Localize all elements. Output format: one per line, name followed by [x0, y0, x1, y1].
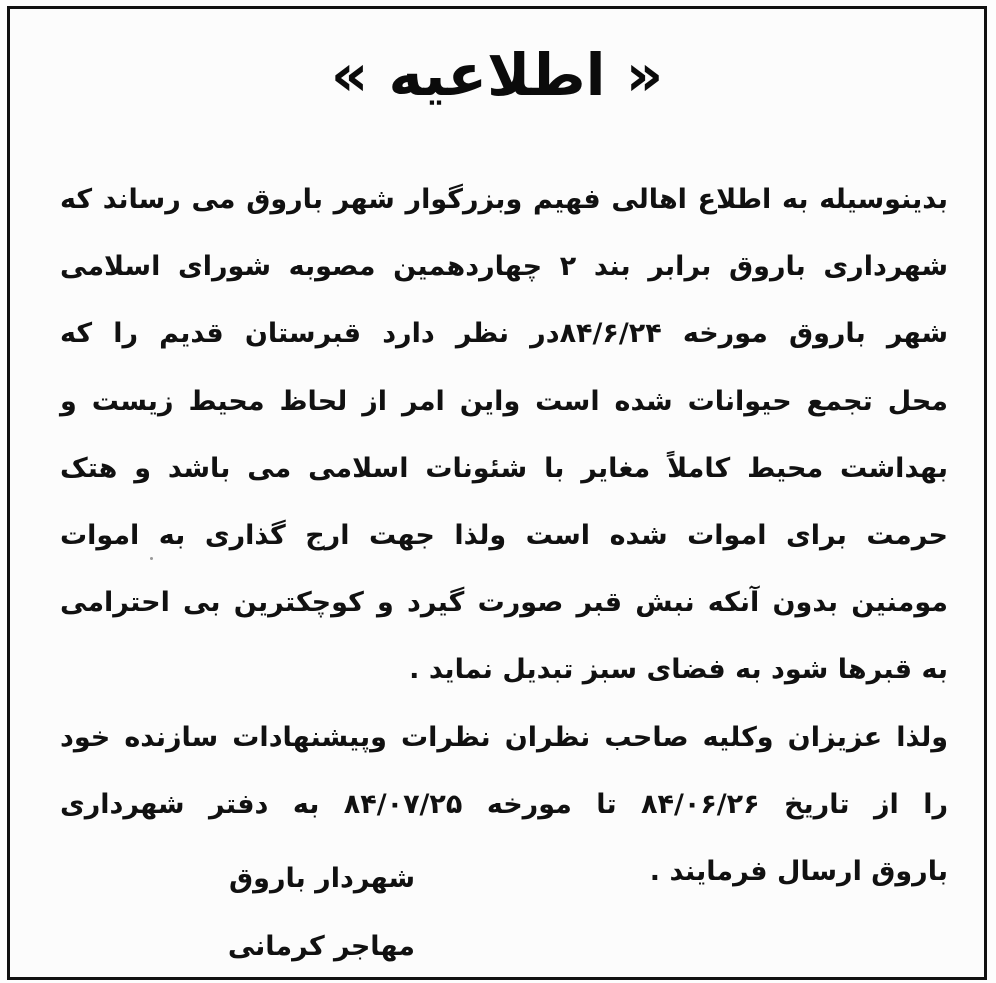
- body-line: باروق ارسال فرمایند .: [649, 855, 948, 887]
- body-line: ولذا عزیزان وکلیه صاحب نظران نظرات وپیشنهادات سازنده خود: [60, 721, 948, 753]
- notice-body: [60, 166, 948, 905]
- notice-frame: [7, 6, 987, 980]
- signature-role: شهردار باروق: [229, 863, 415, 894]
- body-line: به قبرها شود به فضای سبز تبدیل نماید .: [409, 654, 948, 686]
- body-line: را از تاریخ ۸۴/۰۶/۲۶ تا مورخه ۸۴/۰۷/۲۵ به دفتر شهرداری: [60, 788, 948, 820]
- body-line: شهر باروق مورخه ۸۴/۶/۲۴در نظر دارد قبرستان قدیم را که: [60, 318, 948, 350]
- notice-title: « اطلاعیه »: [330, 41, 664, 109]
- body-line: بهداشت محیط کاملاً مغایر با شئونات اسلامی می باشد و هتک: [60, 452, 948, 484]
- signature-name: مهاجر کرمانی: [227, 931, 415, 962]
- body-line: محل تجمع حیوانات شده است واین امر از لحاظ محیط زیست و: [60, 385, 948, 417]
- body-line: بدینوسیله به اطلاع اهالی فهیم وبزرگوار شهر باروق می رساند که: [60, 184, 948, 215]
- scan-speck: [150, 557, 153, 560]
- body-line: مومنین بدون آنکه نبش قبر صورت گیرد و کوچکترین بی احترامی: [60, 587, 948, 619]
- signature-block: [215, 845, 415, 981]
- body-line: حرمت برای اموات شده است ولذا جهت ارج گذاری به اموات: [60, 519, 948, 551]
- body-line: شهرداری باروق برابر بند ۲ چهاردهمین مصوبه شورای اسلامی: [60, 251, 948, 283]
